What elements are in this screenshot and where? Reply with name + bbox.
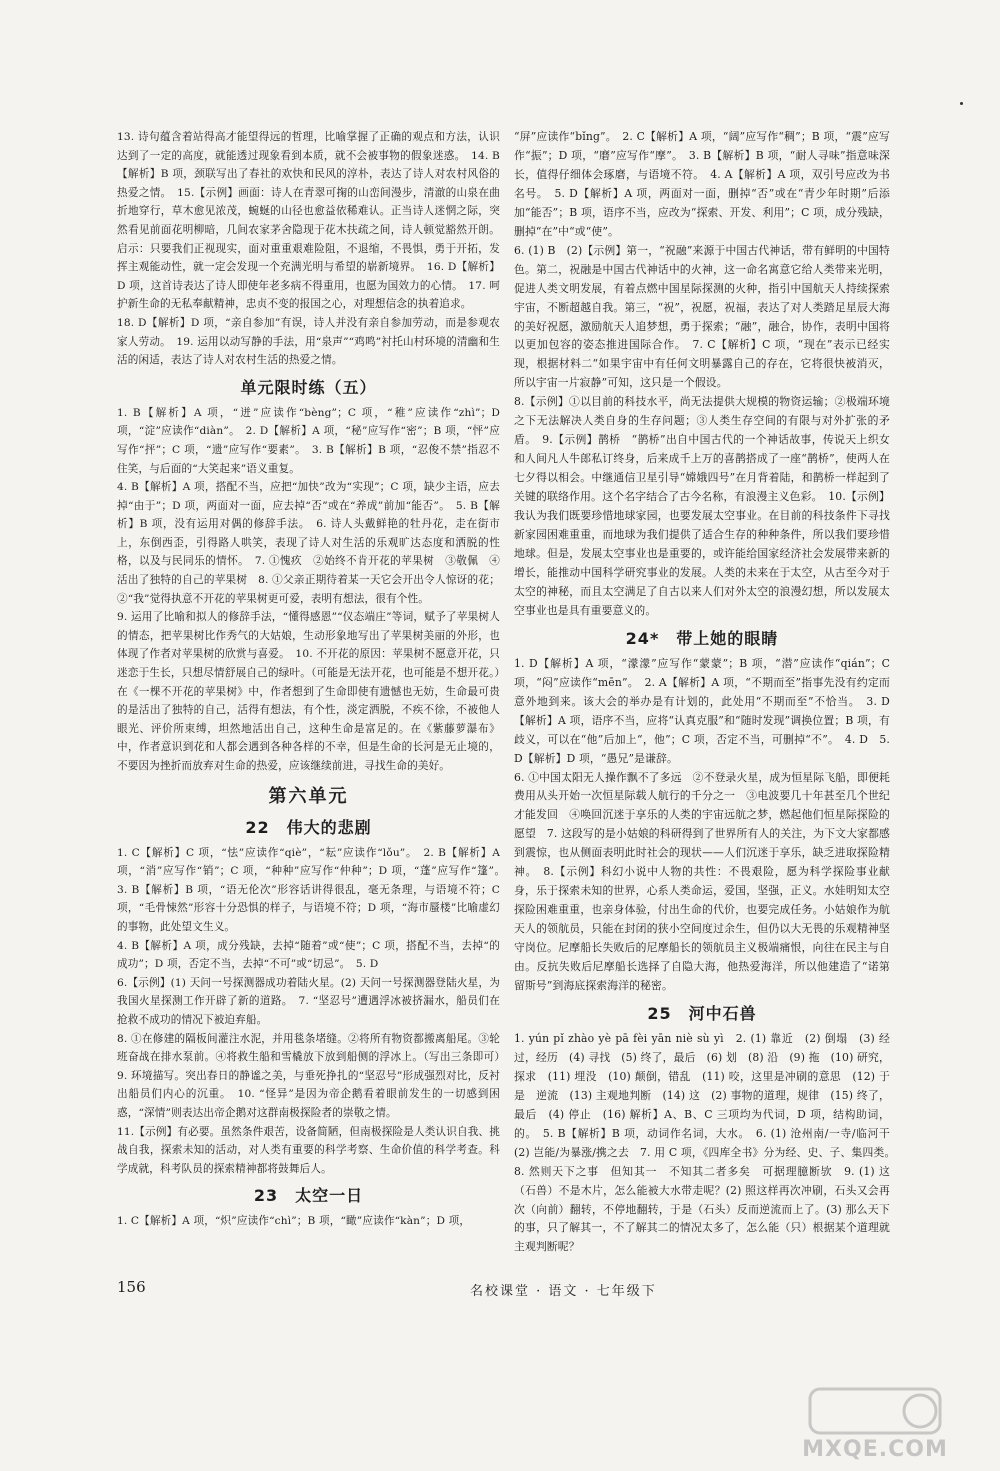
section-heading: 单元限时练（五） (240, 377, 377, 397)
watermark-logo (770, 1385, 980, 1465)
watermark-logo-icon (770, 1385, 980, 1437)
section-heading: 24* 带上她的眼睛 (625, 628, 779, 648)
unit-heading: 第六单元 (268, 785, 349, 807)
speck-mark (960, 102, 963, 105)
answer-paragraph: 1. B【解析】A 项，“迸”应读作“bèng”；C 项，“稚”应读作“zhì”；D 项，“淀”应读作“diàn”。 2. D【解析】A 项，“秘”应写作“密”；B 项，“怦”应写作“抨”；C 项，“遗”应写作“要素”。 3. B【解析】B 项，“忍俊不禁”指忍不住笑，与后面的“大笑起来”语义重复。 (117, 406, 500, 475)
left-column (117, 128, 511, 1231)
answer-paragraph: 4. B【解析】A 项，搭配不当，应把“加快”改为“实现”；C 项，缺少主语，应去掉“由于”；D 项，两面对一面，应去掉“否”或在“养成”前加“能否”。 5. B【解析】B 项，没有运用对偶的修辞手法。 6. 诗人头戴鲜艳的牡丹花，走在街市上，东倒西歪，引得路人哄笑，表现了诗人对生活的乐观旷达态度和洒脱的性格，以及与民同乐的情怀。 7. ①愧疚 ②始终不肯开花的苹果树 ③敬佩 ④活出了独特的自己的苹果树 8. ①父亲正期待着某一天它会开出令人惊讶的花；②“我”觉得执意不开花的苹果树更可爱，表明有想法，很有个性。 (117, 481, 500, 605)
answer-paragraph: 8. ①在修建的隔板间灌注水泥，并用毯条堵缝。②将所有物资都搬离船尾。③轮班奋战在排水泵前。④将救生船和雪橇放下放到船侧的浮冰上。（写出三条即可） 9. 环境描写。突出春日的静谧之美，与垂死挣扎的“坚忍号”形成强烈对比，反衬出船员们内心的沉重。 10. “怪异”是因为帝企鹅看着眼前发生的一切感到困惑，“深情”则表达出帝企鹅对这群南极探险者的崇敬之情。 (117, 1032, 511, 1119)
answer-paragraph: 11.【示例】有必要。虽然条件艰苦，设备简陋，但南极探险是人类认识自我、挑战自我，探索未知的活动，对人类有重要的科学考察、生命价值的科学考查。科学成就，科考队员的探索精神都将鼓舞后人。 (117, 1125, 500, 1175)
answer-paragraph: 6.【示例】(1) 天问一号探测器成功着陆火星。(2) 天问一号探测器登陆火星，为我国火星探测工作开辟了新的道路。 7. “坚忍号”遭遇浮冰被挤漏水，船员们在抢救不成功的情况下被迫弃船。 (117, 976, 500, 1026)
answer-paragraph: 1. D【解析】A 项，“濛濛”应写作“蒙蒙”；B 项，“潜”应读作“qián”；C 项，“闷”应读作“mēn”。 2. A【解析】A 项，“不期而至”指事先没有约定而意外地到来。该大会的举办是有计划的，此处用“不期而至”不恰当。 3. D【解析】A 项，语序不当，应将“认真克服”和“随时发现”调换位置；B 项，有歧义，可以在“他”后加上“，他”；C 项，否定不当，可删掉“不”。 4. D 5. D【解析】D 项，“愚兄”是谦辞。 (514, 656, 890, 765)
watermark-text: MXQE.COM (802, 1437, 948, 1462)
answer-paragraph: 9. 运用了比喻和拟人的修辞手法，“懂得感恩”“仪态端庄”等词，赋予了苹果树人的情态，把苹果树比作秀气的大姑娘，生动形象地写出了苹果树美丽的外形，也体现了作者对苹果树的欣赏与喜爱。 10. 不开花的原因：苹果树不愿意开花，只迷恋于生长，只想尽情舒展自己的绿叶。（可能是无法开花，也可能是不想开花。）在《一棵不开花的苹果树》中，作者想到了生命即使有遗憾也无妨，生命最可贵的是活出了独特的自己，活得有想法，有个性，淡定洒脱，不疾不徐，不被他人眼光、评价所束缚，坦然地活出自己，这种生命是富足的。在《紫藤萝瀑布》中，作者意识到花和人都会遇到各种各样的不幸，但是生命的长河是无止境的，不要因为挫折而放弃对生命的热爱，应该继续前进，寻找生命的美好。 (117, 611, 500, 772)
page-number: 156 (117, 1278, 146, 1296)
answer-paragraph: 6. (1) B (2)【示例】第一，“祝融”来源于中国古代神话，带有鲜明的中国特色。第二，祝融是中国古代神话中的火神，这一命名寓意它给人类带来光明，促进人类文明发展，有着点燃中国星际探测的火种，指引中国航天人持续探索宇宙，不断超越自我。第三，“祝”，祝愿，祝福，表达了对人类踏足星辰大海的美好祝愿，激励航天人追梦想，勇于探索；“融”，融合，协作，表明中国将以更加包容的姿态推进国际合作。 7. C【解析】C 项，“现在”表示已经实现，根据材料二“如果宇宙中有任何文明暴露自己的存在，它将很快被消灭，所以宇宙一片寂静”可知，这只是一个假设。 (514, 243, 890, 390)
answer-paragraph: 1. C【解析】C 项，“怯”应读作“qiè”，“耘”应读作“lǒu”。 2. B【解析】A 项，“消”应写作“销”；C 项，“种种”应写作“仲种”；D 项，“蓬”应写作“篷”。 3. B【解析】B 项，“语无伦次”形容话讲得很乱，毫无条理，与语境不符；C 项，“毛骨悚然”形容十分恐惧的样子，与语境不符；D 项，“海市蜃楼”比喻虚幻的事物，此处望文生义。 (117, 846, 511, 933)
right-column (514, 128, 901, 1257)
book-title: 名校课堂 · 语文 · 七年级下 (470, 1284, 657, 1299)
answer-paragraph: 4. B【解析】A 项，成分残缺，去掉“随着”或“使”；C 项，搭配不当，去掉“的成功”；D 项，否定不当，去掉“不可”或“切忌”。 5. D (117, 939, 500, 971)
section-heading: 22 伟大的悲剧 (245, 817, 372, 837)
answer-paragraph: 18. D【解析】D 项，“亲自参加”有误，诗人并没有亲自参加劳动，而是参观农家人劳动。 19. 运用以动写静的手法，用“泉声”“鸡鸣”衬托山村环境的清幽和生活的闲适，表达了诗人对农村生活的热爱之情。 (117, 316, 500, 367)
answer-paragraph: 1. C【解析】A 项，“炽”应读作“chì”；B 项，“瞰”应读作“kàn”；D 项， (117, 1215, 471, 1228)
answer-paragraph: 13. 诗句蕴含着站得高才能望得远的哲理，比喻掌握了正确的观点和方法，认识达到了一定的高度，就能透过现象看到本质，就不会被事物的假象迷惑。 14. B【解析】B 项，颈联写出了春社的欢快和民风的淳朴，表达了诗人对农村风俗的热爱之情。 15.【示例】画面：诗人在青翠可掬的山峦间漫步，清澈的山泉在曲折地穿行，草木愈见浓茂，蜿蜒的山径也愈益依稀难认。正当诗人迷惘之际，突然看见前面花明柳暗，几间农家茅舍隐现于花木扶疏之间，诗人顿觉豁然开朗。启示：只要我们正视现实，面对重重艰难险阻，不退缩，不畏惧，勇于开拓，发挥主观能动性，就一定会发现一个充满光明与希望的崭新境界。 16. D【解析】D 项，这首诗表达了诗人即使年老多病不得重用，也愿为国效力的心情。 17. 呵护新生命的无私奉献精神，忠贞不变的报国之心，对理想信念的执着追求。 (117, 131, 500, 311)
answer-paragraph: 8.【示例】①以目前的科技水平，尚无法提供大规模的物资运输；②极端环境之下无法解决人类自身的生存问题；③人类生存空间的有限与对外扩张的矛盾。 9.【示例】鹊桥 “鹊桥”出自中国古代的一个神话故事，传说天上织女和人间凡人牛郎私订终身，后来成千上万的喜鹊搭成了一座“鹊桥”，使两人在七夕得以相会。中继通信卫星引导“嫦娥四号”在月背着陆，和鹊桥一样起到了关键的联络作用。这个名字结合了古今名称，有浪漫主义色彩。 10.【示例】我认为我们既要珍惜地球家园，也要发展太空事业。在目前的科技条件下寻找新家园困难重重，而地球为我们提供了适合生存的种种条件，所以我们要珍惜地球。但是，发展太空事业也是重要的，或许能给国家经济社会发展带来新的增长，能推动中国科学研究事业的发展。人类的未来在于太空，从古至今对于太空的神秘，而且太空满足了自古以来人们对外太空的浪漫幻想，所以发展太空事业也是具有重要意义的。 (514, 395, 890, 617)
answer-paragraph: “屏”应读作“bǐng”。 2. C【解析】A 项，“阔”应写作“稠”；B 项，“震”应写作“振”；D 项，“磨”应写作“摩”。 3. B【解析】B 项，“耐人寻味”指意味深长，值得仔细体会琢磨，与语境不符。 4. A【解析】A 项，双引号应改为书名号。 5. D【解析】A 项，两面对一面，删掉“否”或在“青少年时期”后添加“能否”；B 项，语序不当，应改为“探索、开发、利用”；C 项，成分残缺，删掉“在”中“或“使”。 (514, 130, 890, 238)
answer-paragraph: 6. ①中国太阳无人操作飘不了多远 ②不登录火星，成为恒星际飞船，即便耗费用从头开始一次恒星际载人航行的千分之一 ③电波要几十年甚至几个世纪才能发回 ④唤回沉迷于享乐的人类的宇宙远航之梦，燃起他们恒星际探险的愿望 7. 这段写的是小姑娘的科研得到了世界所有人的关注，为下文大家都感到震惊，也从侧面表明此时社会的现状——人们沉迷于享乐，缺乏进取探险精神。 8.【示例】科幻小说中人物的共性：不畏艰险，愿为科学探险事业献身，乐于探索未知的世界，心系人类命运，爱国，坚强，正义。水娃明知太空探险困难重重，也亲身体验，付出生命的代价，也要完成任务。小姑娘作为航天人的领航员，只能在封闭的狭小空间度过余生，但仍以大无畏的乐观精神坚守岗位。尼摩船长失败后的尼摩船长的领航员主义极端痛恨，向往在民主与自由。反抗失败后尼摩船长选择了自隐大海，他热爱海洋，所以他建造了“诺第留斯号”到海底探索海洋的秘密。 (514, 770, 890, 992)
section-heading: 23 太空一日 (253, 1186, 364, 1206)
answer-paragraph: 1. yún pǐ zhào yè pā fèi yān niè sù yì 2. (1) 靠近 (2) 倒塌 (3) 经过，经历 (4) 寻找 (5) 终了，最后 (6) 划 (8) 沿 (9) 拖 (10) 研究，探求 (11) 埋没 (10) 颠倒，错乱 (11) 咬，这里是冲刷的意思 (12) 于是 逆流 (13) 主观地判断 (14) 这 (2) 事物的道理，规律 (15) 终了，最后 (4) 停止 (16) 解析】A、B、C 三项均为代词，D 项，结构助词，的。 5. B【解析】B 项，动词作名词，大水。 6. (1) 沧州南/一寺/临河干 (2) 岂能/为暴涨/携之去 7. 用 C 项，《四库全书》分为经、史、子、集四类。 8. 然则天下之事 但知其一 不知其二者多矣 可据理臆断欤 9. (1) 这（石兽）不是木片，怎么能被大水带走呢？(2) 照这样再次冲刷，石头又会再次（向前）翻转，不停地翻转，于是（石头）反而逆流而上了。(3) 那么天下的事，只了解其一，不了解其二的情况太多了，怎么能（只）根据某个道理就主观判断呢？ (514, 1031, 901, 1254)
section-heading: 25 河中石兽 (647, 1003, 757, 1023)
